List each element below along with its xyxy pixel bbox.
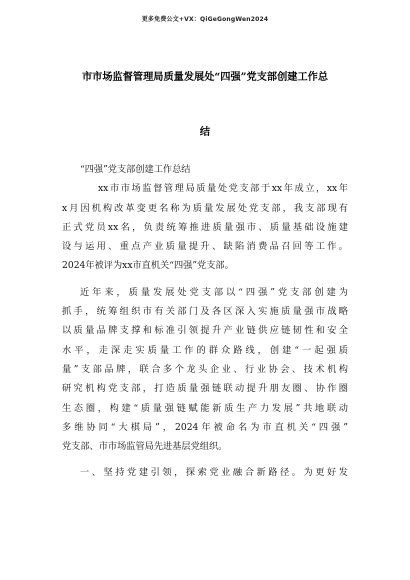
paragraph-line: 生态圈，构建“质量强链赋能新质生产力发展”共地联动 bbox=[62, 402, 348, 414]
paragraph-line: 多维协同“大棋局”，2024年被命名为市直机关“四强” bbox=[62, 421, 348, 433]
document-body bbox=[62, 160, 348, 483]
paragraph-line: 近年来，质量发展处党支部以“四强”党支部创建为 bbox=[80, 286, 348, 298]
paragraph-line: 研究机构党支部，打造质量强链联动提升朋友圈、协作圈 bbox=[62, 383, 348, 395]
paragraph-line: xx市市场监督管理局质量处党支部于xx年成立，xx年 bbox=[98, 183, 348, 195]
paragraph-section-one bbox=[62, 463, 348, 482]
paragraph-line: 党支部、市市场监管局先进基层党组织。 bbox=[62, 441, 228, 453]
paragraph-achievements bbox=[62, 283, 348, 457]
document-title-line-1: 市市场监督管理局质量发展处“四强”党支部创建工作总 bbox=[81, 71, 329, 83]
paragraph-line: 抓手，统筹组织市有关部门及各区深入实施质量强市战略 bbox=[62, 306, 348, 318]
paragraph-line: 正式党员xx名，负责统筹推进质量强市、质量基础设施建 bbox=[62, 221, 348, 233]
paragraph-line: 量”支部品牌，联合多个龙头企业、行业协会、技术机构 bbox=[62, 363, 348, 375]
paragraph-line: 以质量品牌支撑和标准引领提升产业链供应链韧性和安全 bbox=[62, 325, 348, 337]
watermark-header: 更多免费公文+VX：QiGeGongWen2024 bbox=[141, 16, 269, 23]
paragraph-line: 设与运用、重点产业质量提升、缺陷消费品召回等工作。 bbox=[62, 241, 348, 253]
paragraph-line: 2024年被评为xx市直机关“四强”党支部。 bbox=[62, 260, 234, 272]
paragraph-line: x月因机构改革变更名称为质量发展处党支部，我支部现有 bbox=[62, 202, 348, 214]
paragraph-line: 一、坚持党建引领，探索党业融合新路径。为更好发 bbox=[80, 467, 348, 479]
document-title-line-2: 结 bbox=[199, 126, 211, 138]
section-subtitle: “四强”党支部创建工作总结 bbox=[80, 164, 191, 175]
paragraph-line: 水平，走深走实质量工作的群众路线，创建“一起强质 bbox=[62, 344, 348, 356]
paragraph-intro bbox=[62, 179, 348, 275]
